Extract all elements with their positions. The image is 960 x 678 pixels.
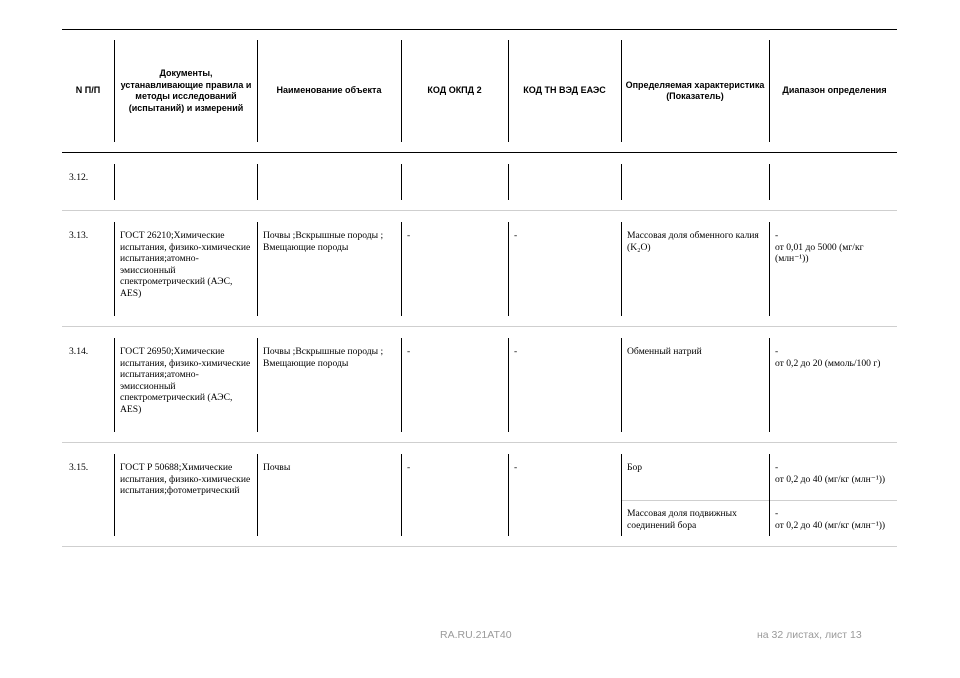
row-object: Почвы ;Вскрышные породы ; Вмещающие породы bbox=[263, 346, 386, 369]
row-num: 3.13. bbox=[69, 230, 89, 241]
row-characteristic: Обменный натрий bbox=[627, 346, 702, 357]
row-range: - от 0,2 до 20 (ммоль/100 г) bbox=[775, 346, 881, 369]
row-doc: ГОСТ 26210;Химические испытания, физико-химические испытания;атомно-эмиссионный спектрометрический (АЭС, AES) bbox=[120, 230, 253, 299]
row-range: - от 0,01 до 5000 (мг/кг (млн⁻¹)) bbox=[775, 230, 864, 265]
row-doc: ГОСТ 26950;Химические испытания, физико-химические испытания;атомно-эмиссионный спектрометрический (АЭС, AES) bbox=[120, 346, 253, 415]
row-num: 3.12. bbox=[69, 172, 89, 183]
row-okpd: - bbox=[407, 462, 411, 473]
header-divider bbox=[769, 40, 770, 142]
row-separator bbox=[62, 442, 897, 443]
header-num: N П/П bbox=[75, 85, 101, 96]
row-tnved: - bbox=[514, 462, 518, 473]
header-divider bbox=[114, 40, 115, 142]
footer-page-info: на 32 листах, лист 13 bbox=[757, 629, 862, 641]
header-docs: Документы, устанавливающие правила и методы исследований (испытаний) и измерений bbox=[120, 68, 252, 113]
header-divider bbox=[508, 40, 509, 142]
header-tnved: КОД ТН ВЭД ЕАЭС bbox=[523, 85, 606, 96]
row-range: - от 0,2 до 40 (мг/кг (млн⁻¹)) bbox=[775, 508, 886, 531]
row-object: Почвы ;Вскрышные породы ; Вмещающие породы bbox=[263, 230, 386, 253]
header-divider bbox=[621, 40, 622, 142]
header-characteristic: Определяемая характеристика (Показатель) bbox=[625, 79, 765, 101]
header-okpd: КОД ОКПД 2 bbox=[427, 85, 482, 96]
row-doc: ГОСТ Р 50688;Химические испытания, физико-химические испытания;фотометрический bbox=[120, 462, 253, 497]
row-characteristic: Массовая доля подвижных соединений бора bbox=[627, 508, 740, 531]
row-separator bbox=[62, 210, 897, 211]
header-bottom-rule bbox=[62, 152, 897, 153]
row-range: - от 0,2 до 40 (мг/кг (млн⁻¹)) bbox=[775, 462, 886, 485]
footer-doc-id: RA.RU.21AT40 bbox=[440, 629, 512, 641]
header-divider bbox=[257, 40, 258, 142]
row-object: Почвы bbox=[263, 462, 291, 473]
row-okpd: - bbox=[407, 346, 411, 357]
row-separator bbox=[62, 326, 897, 327]
row-tnved: - bbox=[514, 346, 518, 357]
row-num: 3.14. bbox=[69, 346, 89, 357]
row-num: 3.15. bbox=[69, 462, 89, 473]
row-characteristic: Массовая доля обменного калия (K₂O) bbox=[627, 230, 762, 253]
sub-row-separator bbox=[621, 500, 897, 501]
row-tnved: - bbox=[514, 230, 518, 241]
table-bottom-rule bbox=[62, 546, 897, 547]
header-object: Наименование объекта bbox=[276, 85, 382, 96]
header-divider bbox=[401, 40, 402, 142]
row-characteristic: Бор bbox=[627, 462, 643, 473]
row-okpd: - bbox=[407, 230, 411, 241]
table-top-rule bbox=[62, 29, 897, 30]
header-range: Диапазон определения bbox=[782, 85, 887, 96]
